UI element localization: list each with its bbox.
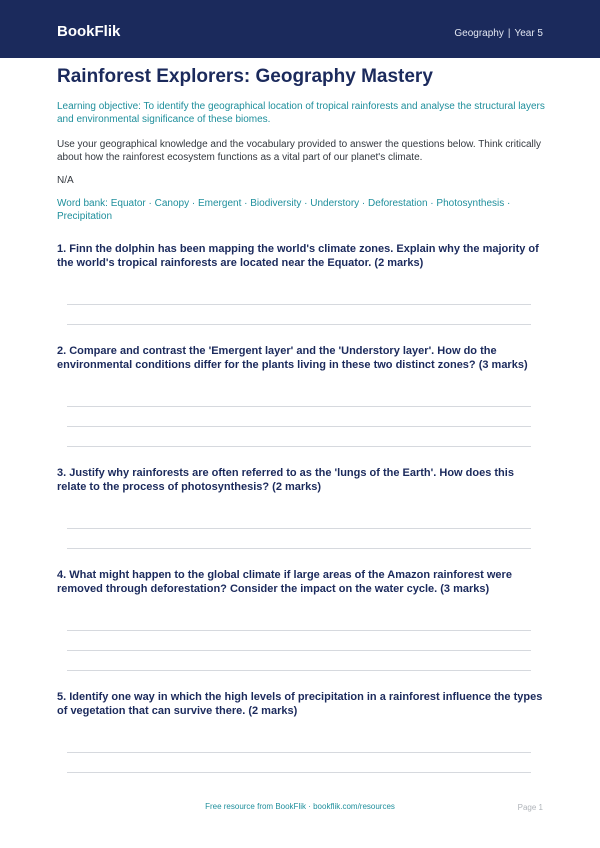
answer-line[interactable] [67,548,531,549]
page-number: Page 1 [517,803,543,812]
question-4: 4. What might happen to the global climate if large areas of the Amazon rainforest were removed through deforestation? Consider the impact on the water cycle. (3 marks) [57,569,512,595]
answer-line[interactable] [67,528,531,529]
year-label: Year 5 [514,28,543,39]
answer-line[interactable] [67,446,531,447]
answer-line[interactable] [67,650,531,651]
page-title: Rainforest Explorers: Geography Mastery [57,66,433,87]
answer-line[interactable] [67,304,531,305]
intro-text: Use your geographical knowledge and the vocabulary provided to answer the questions below. Think critically about how the rainforest ecosystem functions as a vital part of our planet's climate. [57,139,541,163]
learning-objective: Learning objective: To identify the geographical location of tropical rainforests and analyse the structural layers and environmental significance of these biomes. [57,101,545,125]
answer-line[interactable] [67,426,531,427]
answer-line[interactable] [67,752,531,753]
answer-line[interactable] [67,630,531,631]
question-2: 2. Compare and contrast the 'Emergent layer' and the 'Understory layer'. How do the environmental conditions differ for the plants living in these two distinct zones? (3 marks) [57,345,528,371]
answer-line[interactable] [67,772,531,773]
header-bar [0,0,600,58]
answer-line[interactable] [67,324,531,325]
question-3: 3. Justify why rainforests are often referred to as the 'lungs of the Earth'. How does this relate to the process of photosynthesis? (2 marks) [57,467,514,493]
header-meta [454,28,543,40]
footer-link[interactable]: Free resource from BookFlik · bookflik.com/resources [205,802,395,811]
answer-line[interactable] [67,670,531,671]
meta-separator: | [507,28,511,39]
word-bank: Word bank: Equator · Canopy · Emergent · Biodiversity · Understory · Deforestation · Photosynthesis · Precipitation [57,198,511,222]
question-1: 1. Finn the dolphin has been mapping the world's climate zones. Explain why the majority of the world's tropical rainforests are located near the Equator. (2 marks) [57,243,539,269]
answer-line[interactable] [67,406,531,407]
subject-label: Geography [454,28,504,39]
question-5: 5. Identify one way in which the high levels of precipitation in a rainforest influence the types of vegetation that can survive there. (2 marks) [57,691,543,717]
brand-logo-text: BookFlik [57,23,121,40]
na-text: N/A [57,175,74,186]
